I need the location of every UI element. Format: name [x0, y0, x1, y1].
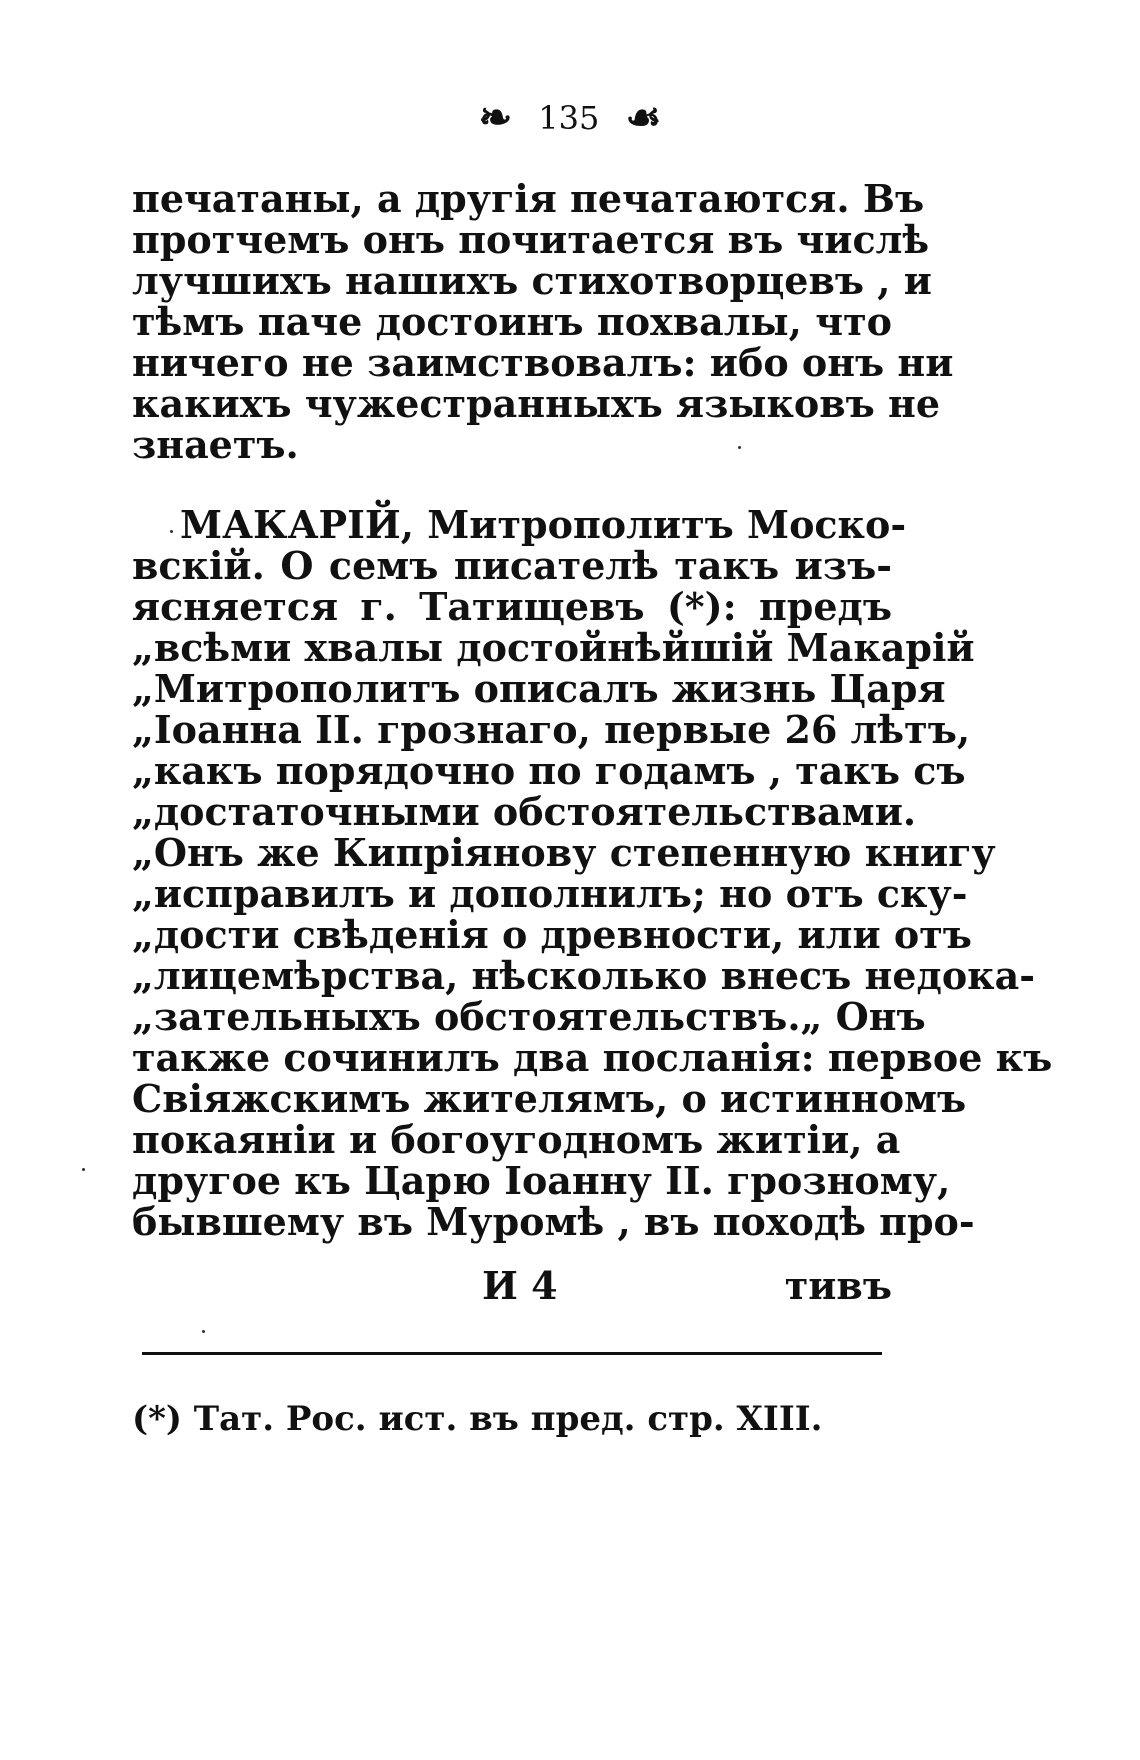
entry-heading-line: МАКАРІЙ, Митрополитъ Моско-	[180, 502, 907, 547]
text-line: тѣмъ паче достоинъ похвалы, что	[132, 299, 892, 344]
text-line: „Іоанна II. грознаго, первые 26 лѣтъ,	[132, 707, 971, 752]
text-line: „лицемѣрства, нѣсколько внесъ недока-	[132, 953, 1036, 998]
text-line: печатаны, а другія печатаются. Въ	[132, 176, 925, 221]
text-line: „дости свѣденія о древности, или отъ	[132, 912, 972, 957]
text-line: „Митрополитъ описалъ жизнь Царя	[132, 666, 946, 711]
text-line: ясняется г. Татищевъ (*): предъ	[132, 584, 892, 629]
paragraph-continuation	[132, 176, 954, 467]
print-speck	[170, 530, 173, 533]
text-line: лучшихъ нашихъ стихотворцевъ , и	[132, 258, 932, 303]
print-speck	[202, 1330, 205, 1333]
text-line: „какъ порядочно по годамъ , такъ съ	[132, 748, 966, 793]
footnote: (*) Тат. Рос. ист. въ пред. стр. XIII.	[132, 1399, 823, 1439]
text-line: также сочинилъ два посланія: первое къ	[132, 1035, 1053, 1080]
text-line: „исправилъ и дополнилъ; но отъ ску-	[132, 871, 968, 916]
paragraph-makariy	[132, 502, 1053, 1244]
page-header	[0, 92, 1140, 140]
text-line: какихъ чужестранныхъ языковъ не	[132, 381, 941, 426]
text-line: бывшему въ Муромѣ , въ походѣ про-	[132, 1199, 975, 1244]
catchword: тивъ	[784, 1263, 892, 1308]
text-line: „Онъ же Кипріянову степенную книгу	[132, 830, 996, 875]
text-line: протчемъ онъ почитается въ числѣ	[132, 217, 930, 262]
signature-mark: И 4	[482, 1263, 558, 1308]
print-speck	[82, 1168, 85, 1171]
print-speck	[738, 446, 741, 449]
text-line: вскій. О семъ писателѣ такъ изъ-	[132, 543, 892, 588]
text-line: покаяніи и богоугодномъ житіи, а	[132, 1117, 901, 1162]
right-ornament-icon: ☙	[625, 93, 662, 141]
text-line: ничего не заимствовалъ: ибо онъ ни	[132, 340, 954, 385]
text-line: „зательныхъ обстоятельствъ.„ Онъ	[132, 994, 926, 1039]
page-number: 135	[538, 98, 600, 137]
text-line: „всѣми хвалы достойнѣйшій Макарій	[132, 625, 975, 670]
footnote-rule	[142, 1352, 882, 1355]
text-line: знаетъ.	[132, 422, 299, 467]
catchline	[132, 1264, 892, 1308]
text-line: Свіяжскимъ жителямъ, о истинномъ	[132, 1076, 967, 1121]
text-line: другое къ Царю Іоанну II. грозному,	[132, 1158, 951, 1203]
left-ornament-icon: ❧	[478, 93, 513, 141]
text-line: „достаточными обстоятельствами.	[132, 789, 917, 834]
